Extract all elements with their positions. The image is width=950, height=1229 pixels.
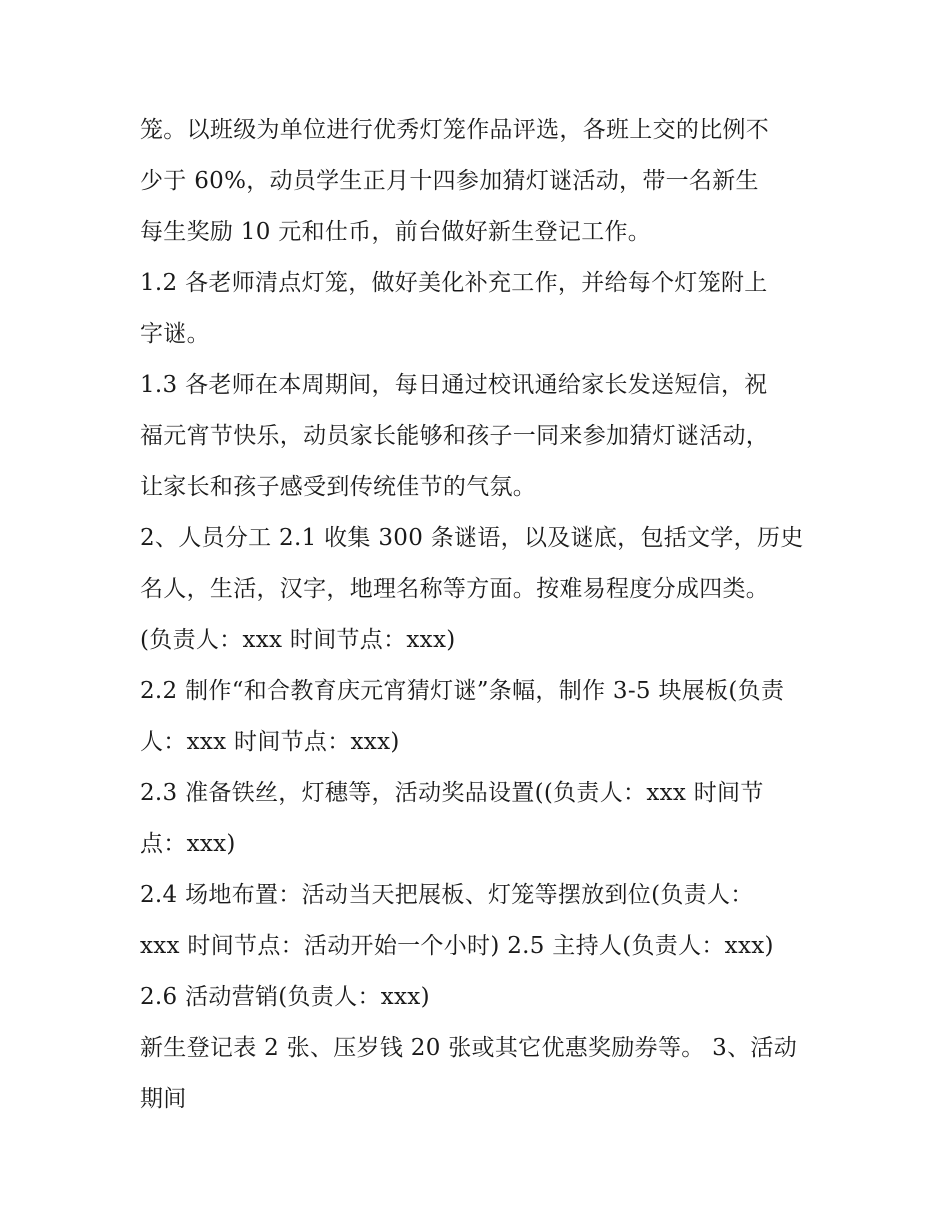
text-line: 新生登记表 2 张、压岁钱 20 张或其它优惠奖励券等。 3、活动 bbox=[140, 1035, 797, 1061]
text-line: 人：xxx 时间节点：xxx) bbox=[140, 729, 400, 755]
document-body bbox=[140, 105, 820, 1125]
text-line: 2、人员分工 2.1 收集 300 条谜语，以及谜底，包括文学，历史 bbox=[140, 525, 804, 551]
text-line: 2.4 场地布置：活动当天把展板、灯笼等摆放到位(负责人： bbox=[140, 882, 754, 908]
text-line: 点：xxx) bbox=[140, 831, 236, 857]
text-line: 2.3 准备铁丝，灯穗等，活动奖品设置((负责人：xxx 时间节 bbox=[140, 780, 764, 806]
text-line: 期间 bbox=[140, 1086, 187, 1112]
text-line: 1.3 各老师在本周期间，每日通过校讯通给家长发送短信，祝 bbox=[140, 372, 768, 398]
text-line: 2.6 活动营销(负责人：xxx) bbox=[140, 984, 430, 1010]
text-line: 福元宵节快乐，动员家长能够和孩子一同来参加猜灯谜活动， bbox=[140, 423, 770, 449]
text-line: (负责人：xxx 时间节点：xxx) bbox=[140, 627, 456, 653]
text-line: 让家长和孩子感受到传统佳节的气氛。 bbox=[140, 474, 537, 500]
text-line: 1.2 各老师清点灯笼，做好美化补充工作，并给每个灯笼附上 bbox=[140, 270, 768, 296]
text-line: 字谜。 bbox=[140, 321, 210, 347]
text-line: 每生奖励 10 元和仕币，前台做好新生登记工作。 bbox=[140, 219, 652, 245]
text-line: 名人，生活，汉字，地理名称等方面。按难易程度分成四类。 bbox=[140, 576, 770, 602]
text-line: 笼。以班级为单位进行优秀灯笼作品评选，各班上交的比例不 bbox=[140, 117, 770, 143]
text-line: 2.2 制作“和合教育庆元宵猜灯谜”条幅，制作 3-5 块展板(负责 bbox=[140, 678, 785, 704]
text-line: xxx 时间节点：活动开始一个小时) 2.5 主持人(负责人：xxx) bbox=[140, 933, 774, 959]
text-line: 少于 60%，动员学生正月十四参加猜灯谜活动，带一名新生 bbox=[140, 168, 759, 194]
